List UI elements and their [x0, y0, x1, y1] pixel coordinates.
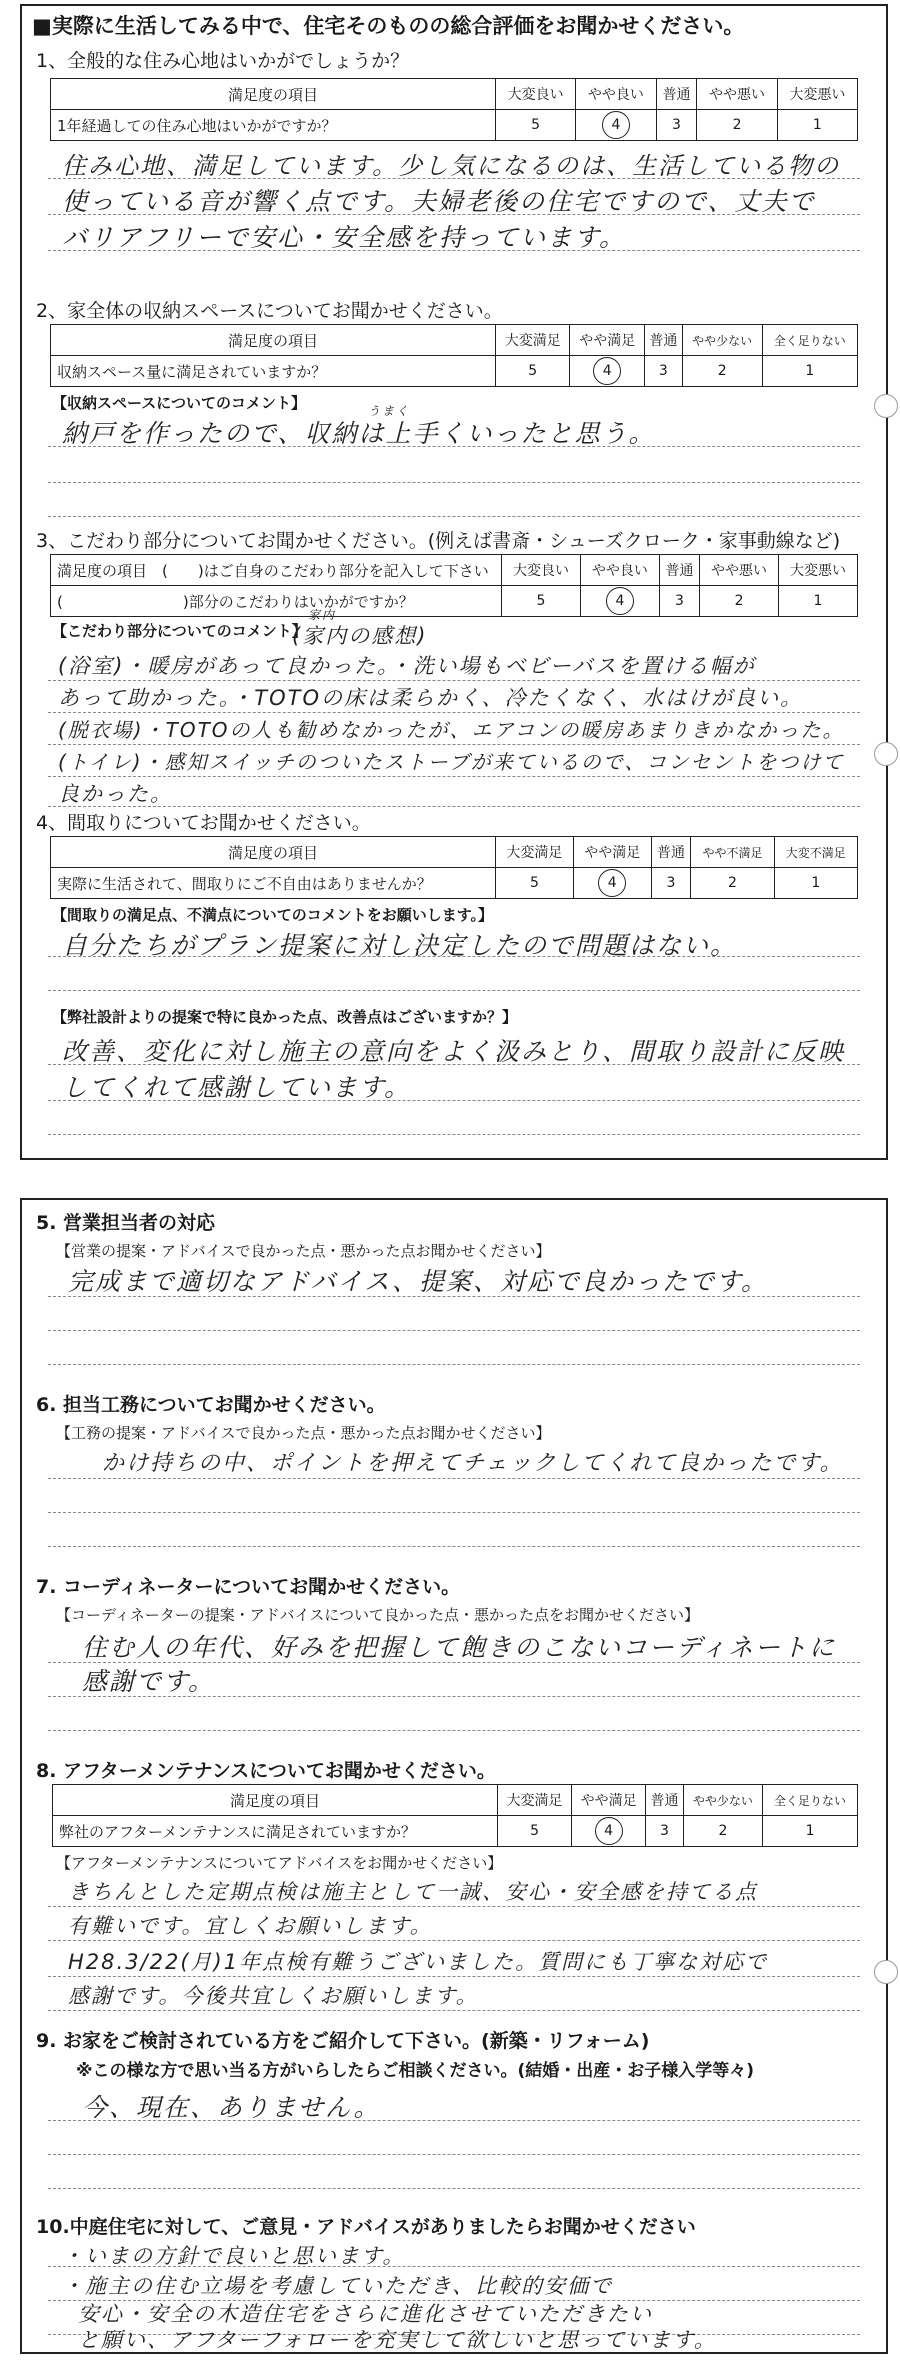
rating-option[interactable]: 3 [651, 868, 691, 899]
s7-answer-line: 感謝です。 [82, 1667, 216, 1696]
col-item-header: 満足度の項目 [51, 79, 496, 110]
s6-title: 6. 担当工務についてお聞かせください。 [36, 1394, 386, 1416]
binder-hole [874, 1960, 898, 1984]
q3-comment-label: 【こだわり部分についてのコメント】 [52, 622, 307, 640]
rating-option[interactable]: 2 [697, 110, 777, 141]
design-answer-line: してくれて感謝しています。 [62, 1073, 412, 1102]
rating-option[interactable]: 5 [498, 1816, 572, 1847]
scale-label: やや満足 [570, 325, 644, 356]
scale-label: 大変悪い [779, 555, 858, 586]
q3-answer-line: (浴室)・暖房があって良かった。・洗い場もベビーバスを置ける幅が [58, 654, 756, 678]
rating-option-selected[interactable]: 4 [570, 356, 644, 387]
rating-option[interactable]: 1 [774, 868, 857, 899]
rating-option[interactable]: 1 [779, 586, 858, 617]
row-label: 収納スペース量に満足されていますか？ [51, 356, 496, 387]
binder-hole [874, 394, 898, 418]
rating-option[interactable]: 2 [682, 356, 762, 387]
scale-label: やや不満足 [691, 837, 774, 868]
q1-answer-line: 使っている音が響く点です。夫婦老後の住宅ですので、丈夫で [62, 187, 816, 216]
s6-answer-line: かけ持ちの中、ポイントを押えてチェックしてくれて良かったです。 [102, 1451, 844, 1476]
scale-label: やや良い [580, 555, 659, 586]
q3-answer-line: あって助かった。・TOTOの床は柔らかく、冷たくなく、水はけが良い。 [58, 686, 804, 710]
rating-option[interactable]: 2 [691, 868, 774, 899]
col-item-header: 満足度の項目 [53, 1785, 498, 1816]
row-label: 実際に生活されて、間取りにご不自由はありませんか？ [51, 868, 496, 899]
page-header: ■実際に生活してみる中で、住宅そのものの総合評価をお聞かせください。 [32, 14, 745, 38]
s9-answer-line: 今、現在、ありません。 [82, 2093, 381, 2122]
scale-label: 普通 [646, 1785, 684, 1816]
scale-label: やや少ない [683, 1785, 762, 1816]
q3-rating-table [50, 554, 858, 617]
q2-comment-label: 【収納スペースについてのコメント】 [52, 394, 306, 412]
q2-rating-table [50, 324, 858, 387]
rating-option[interactable]: 5 [496, 110, 576, 141]
rating-option[interactable]: 5 [496, 356, 570, 387]
s5-answer-line: 完成まで適切なアドバイス、提案、対応で良かったです。 [68, 1267, 769, 1296]
rating-option[interactable]: 2 [683, 1816, 762, 1847]
scale-label: 普通 [644, 325, 682, 356]
s10-answer-line: 安心・安全の木造住宅をさらに進化させていただきたい [78, 2302, 653, 2326]
scale-label: やや少ない [682, 325, 762, 356]
col-item-header: 満足度の項目 [51, 837, 496, 868]
col-item-header: 満足度の項目 [51, 325, 496, 356]
scale-label: 大変満足 [498, 1785, 572, 1816]
s10-answer-line: ・いまの方針で良いと思います。 [62, 2244, 406, 2268]
q3-answer-line: 良かった。 [58, 782, 173, 806]
s5-title: 5. 営業担当者の対応 [36, 1212, 216, 1234]
q4-answer-line: 自分たちがプラン提案に対し決定したので問題はない。 [62, 931, 738, 960]
q3-ruby: 家内 [308, 608, 337, 622]
s10-title: 10.中庭住宅に対して、ご意見・アドバイスがありましたらお聞かせください [36, 2216, 696, 2238]
row-label: 弊社のアフターメンテナンスに満足されていますか？ [53, 1816, 498, 1847]
q3-note: (家内の感想) [292, 624, 428, 648]
q4-title: 4、間取りについてお聞かせください。 [36, 812, 371, 834]
rating-option[interactable]: 1 [762, 356, 857, 387]
q4-comment-label: 【間取りの満足点、不満点についてのコメントをお願いします。】 [52, 906, 494, 924]
scale-label: やや悪い [700, 555, 779, 586]
rating-option-selected[interactable]: 4 [580, 586, 659, 617]
scale-label: やや悪い [697, 79, 777, 110]
scale-label: 全く足りない [762, 325, 857, 356]
q1-title: 1、全般的な住み心地はいかがでしょうか？ [36, 50, 410, 72]
q2-ruby: うまく [368, 404, 411, 418]
survey-page-1 [20, 4, 888, 1160]
q4-rating-table [50, 836, 858, 899]
rating-option[interactable]: 3 [644, 356, 682, 387]
q2-title: 2、家全体の収納スペースについてお聞かせください。 [36, 300, 503, 322]
s9-title: 9. お家をご検討されている方をご紹介して下さい。(新築・リフォーム) [36, 2030, 650, 2052]
rating-option[interactable]: 2 [700, 586, 779, 617]
s6-comment-label: 【工務の提案・アドバイスで良かった点・悪かった点お聞かせください】 [56, 1424, 551, 1442]
s7-answer-line: 住む人の年代、好みを把握して飽きのこないコーディネートに [82, 1633, 837, 1662]
scale-label: 大変満足 [496, 325, 570, 356]
s10-answer-line: ・施主の住む立場を考慮していただき、比較的安価で [62, 2274, 614, 2298]
q3-answer-line: (脱衣場)・TOTOの人も勧めなかったが、エアコンの暖房あまりきかなかった。 [58, 718, 845, 742]
s7-comment-label: 【コーディネーターの提案・アドバイスについて良かった点・悪かった点をお聞かせください】 [56, 1606, 700, 1624]
rating-option[interactable]: 3 [646, 1816, 684, 1847]
scale-label: 普通 [656, 79, 697, 110]
col-item-header: 満足度の項目 ( )はご自身のこだわり部分を記入して下さい [51, 555, 502, 586]
rating-option-selected[interactable]: 4 [572, 1816, 646, 1847]
q3-title: 3、こだわり部分についてお聞かせください。(例えば書斎・シューズクローク・家事動線など) [36, 530, 841, 552]
scale-label: 大変良い [496, 79, 576, 110]
binder-hole [874, 742, 898, 766]
scale-label: 大変満足 [496, 837, 574, 868]
scale-label: やや満足 [573, 837, 651, 868]
scale-label: 大変不満足 [774, 837, 857, 868]
scale-label: 普通 [659, 555, 699, 586]
q1-rating-table [50, 78, 858, 141]
scale-label: 大変悪い [777, 79, 857, 110]
scale-label: 大変良い [502, 555, 581, 586]
s5-comment-label: 【営業の提案・アドバイスで良かった点・悪かった点お聞かせください】 [56, 1242, 551, 1260]
rating-option[interactable]: 1 [777, 110, 857, 141]
s9-subtitle: ※この様な方で思い当る方がいらしたらご相談ください。(結婚・出産・お子様入学等々) [76, 2061, 755, 2081]
rating-option-selected[interactable]: 4 [576, 110, 656, 141]
s8-rating-table [52, 1784, 858, 1847]
rating-option-selected[interactable]: 4 [573, 868, 651, 899]
s8-answer-line: 有難いです。宜しくお願いします。 [68, 1914, 433, 1938]
scale-label: 普通 [651, 837, 691, 868]
s8-answer-line: きちんとした定期点検は施主として一誠、安心・安全感を持てる点 [68, 1880, 758, 1904]
s10-answer-line: と願い、アフターフォローを充実して欲しいと思っています。 [78, 2328, 717, 2352]
rating-option[interactable]: 5 [502, 586, 581, 617]
design-comment-label: 【弊社設計よりの提案で特に良かった点、改善点はございますか？】 [52, 1008, 518, 1026]
s7-title: 7. コーディネーターについてお聞かせください。 [36, 1576, 461, 1598]
s8-answer-line: 感謝です。今後共宜しくお願いします。 [68, 1984, 479, 2008]
scale-label: 全く足りない [763, 1785, 858, 1816]
survey-page-2 [20, 1198, 888, 2354]
rating-option[interactable]: 3 [656, 110, 697, 141]
q1-answer-line: 住み心地、満足しています。少し気になるのは、生活している物の [62, 152, 841, 180]
row-label: ( )部分のこだわりはいかがですか？ [51, 586, 502, 617]
s8-answer-line: H28.3/22(月)1年点検有難うございました。質問にも丁寧な対応で [68, 1950, 769, 1974]
rating-option[interactable]: 1 [763, 1816, 858, 1847]
q3-answer-line: (トイレ)・感知スイッチのついたストーブが来ているので、コンセントをつけて [58, 750, 845, 774]
rating-option[interactable]: 3 [659, 586, 699, 617]
row-label: 1年経過しての住み心地はいかがですか？ [51, 110, 496, 141]
s8-title: 8. アフターメンテナンスについてお聞かせください。 [36, 1760, 496, 1782]
s8-comment-label: 【アフターメンテナンスについてアドバイスをお聞かせください】 [56, 1854, 503, 1872]
q1-answer-line: バリアフリーで安心・安全感を持っています。 [62, 223, 627, 252]
scale-label: やや満足 [572, 1785, 646, 1816]
design-answer-line: 改善、変化に対し施主の意向をよく汲みとり、間取り設計に反映 [62, 1037, 846, 1066]
q2-answer-line: 納戸を作ったので、収納は上手くいったと思う。 [62, 419, 656, 448]
rating-option[interactable]: 5 [496, 868, 574, 899]
scale-label: やや良い [576, 79, 656, 110]
